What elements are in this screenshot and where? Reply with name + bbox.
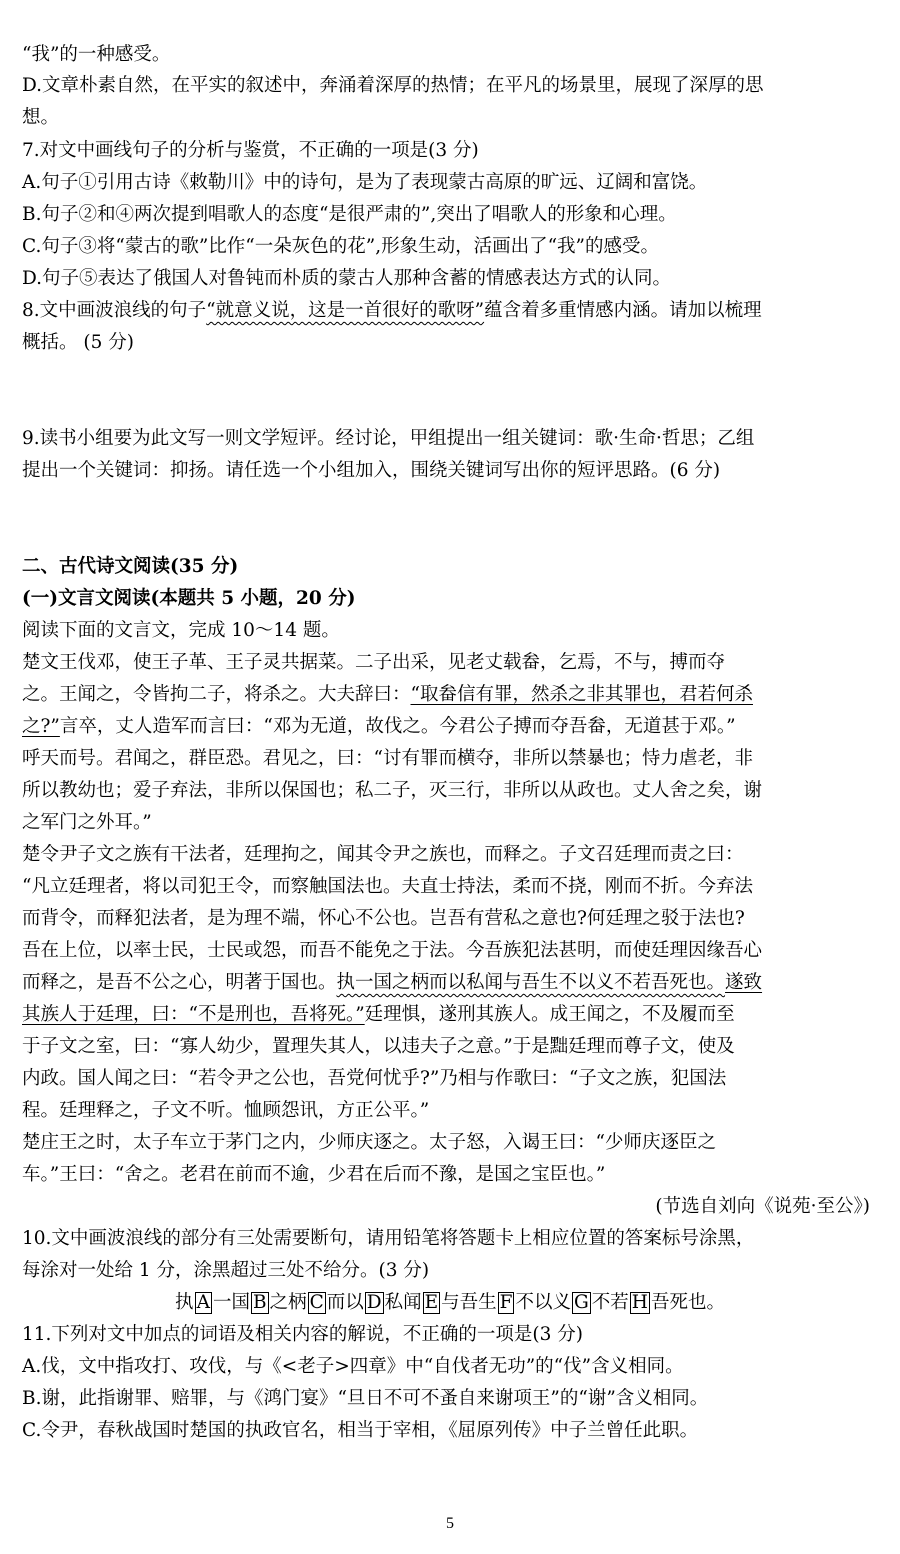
break-mark-e[interactable]: E	[424, 1292, 439, 1313]
q7-option-b: B.句子②和④两次提到唱歌人的态度“是很严肃的”,突出了唱歌人的形象和心理。	[22, 204, 677, 225]
break-mark-b[interactable]: B	[252, 1292, 267, 1313]
break-mark-h[interactable]: H	[631, 1292, 648, 1313]
passage-line: 车。”王曰：“舍之。老君在前而不逾，少君在后而不豫，是国之宝臣也。”	[22, 1164, 606, 1185]
q10-stem-cont: 每涂对一处给 1 分，涂黑超过三处不给分。(3 分)	[22, 1260, 430, 1281]
q8-stem: 8.文中画波浪线的句子“就意义说，这是一首很好的歌呀”蕴含着多重情感内涵。请加以梳理	[22, 300, 762, 321]
break-mark-d[interactable]: D	[366, 1292, 382, 1313]
break-mark-g[interactable]: G	[574, 1292, 589, 1313]
q11-option-c: C.令尹，春秋战国时楚国的执政官名，相当于宰相，《屈原列传》中子兰曾任此职。	[22, 1420, 699, 1441]
passage-line: 呼天而号。君闻之，群臣恐。君见之，曰：“讨有罪而横夺，非所以禁暴也；恃力虐老，非	[22, 748, 753, 769]
page-number: 5	[446, 1515, 454, 1532]
passage-line: 于子文之室，曰：“寡人幼少，置理失其人，以违夫子之意。”于是黜廷理而尊子文，使及	[22, 1036, 735, 1057]
q8-stem-cont: 概括。 (5 分)	[22, 332, 134, 353]
q11-option-a: A.伐，文中指攻打、攻伐，与《<老子>四章》中“自伐者无功”的“伐”含义相同。	[22, 1356, 684, 1377]
q7-option-d: D.句子⑤表达了俄国人对鲁钝而朴质的蒙古人那种含蓄的情感表达方式的认同。	[22, 268, 672, 289]
q7-stem: 7.对文中画线句子的分析与鉴赏，不正确的一项是(3 分)	[22, 140, 479, 161]
section-title: 二、古代诗文阅读(35 分)	[22, 556, 239, 577]
q7-option-a: A.句子①引用古诗《敕勒川》中的诗句，是为了表现蒙古高原的旷远、辽阔和富饶。	[22, 172, 708, 193]
passage-line: 之?”言卒，丈人造军而言曰：“邓为无道，故伐之。今君公子搏而夺吾畚，无道甚于邓。”	[22, 716, 736, 737]
passage-line: 所以教幼也；爱子弃法，非所以保国也；私二子，灭三行，非所以从政也。丈人舍之矣，谢	[22, 780, 763, 801]
passage-line: 其族人于廷理，曰：“不是刑也，吾将死。”廷理惧，遂刑其族人。成王闻之，不及履而至	[22, 1004, 735, 1025]
q11-stem: 11.下列对文中加点的词语及相关内容的解说，不正确的一项是(3 分)	[22, 1324, 584, 1345]
passage-source: (节选自刘向《说苑·至公》)	[655, 1196, 870, 1217]
passage-line: 吾在上位，以率士民，士民或怨，而吾不能免之于法。今吾族犯法甚明，而使廷理因缘吾心	[22, 940, 763, 961]
subsection-title: (一)文言文阅读(本题共 5 小题，20 分)	[22, 588, 356, 609]
passage-line: 楚庄王之时，太子车立于茅门之内，少师庆逐之。太子怒，入谒王曰：“少师庆逐臣之	[22, 1132, 716, 1153]
passage-line: 之。王闻之，令皆拘二子，将杀之。大夫辞曰：“取畚信有罪，然杀之非其罪也，君若何杀	[22, 684, 753, 705]
q10-stem: 10.文中画波浪线的部分有三处需要断句，请用铅笔将答题卡上相应位置的答案标号涂黑，	[22, 1228, 755, 1249]
q6-option-d-cont: 想。	[22, 107, 60, 128]
break-mark-c[interactable]: C	[309, 1292, 324, 1313]
q10-break-options: 执 A 一国 B 之柄 C 而以 D 私闻 E 与吾生 F 不以义 G 不若 H 吾死也。	[175, 1292, 725, 1313]
break-mark-a[interactable]: A	[196, 1292, 210, 1313]
instructions: 阅读下面的文言文，完成 10～14 题。	[22, 620, 340, 641]
q11-option-b: B.谢，此指谢罪、赔罪，与《鸿门宴》“旦日不可不蚤自来谢项王”的“谢”含义相同。	[22, 1388, 709, 1409]
q9-stem-cont: 提出一个关键词：抑扬。请任选一个小组加入，围绕关键词写出你的短评思路。(6 分)	[22, 460, 721, 481]
passage-line: “凡立廷理者，将以司犯王令，而察触国法也。夫直士持法，柔而不挠，刚而不折。今弃法	[22, 876, 753, 897]
q7-option-c: C.句子③将“蒙古的歌”比作“一朵灰色的花”,形象生动，活画出了“我”的感受。	[22, 236, 660, 257]
wavy-sentence: 执一国之柄而以私闻与吾生不以义不若吾死也。	[336, 972, 726, 993]
passage-line: 楚令尹子文之族有干法者，廷理拘之，闻其令尹之族也，而释之。子文召廷理而责之曰：	[22, 844, 744, 865]
passage-line: 之军门之外耳。”	[22, 812, 152, 833]
q6-option-c-tail: “我”的一种感受。	[22, 44, 171, 65]
passage-line: 而释之，是吾不公之心，明著于国也。执一国之柄而以私闻与吾生不以义不若吾死也。遂致	[22, 972, 763, 993]
q6-option-d: D.文章朴素自然，在平实的叙述中，奔涌着深厚的热情；在平凡的场景里，展现了深厚的思	[22, 75, 764, 96]
break-mark-f[interactable]: F	[499, 1292, 513, 1313]
passage-line: 而背令，而释犯法者，是为理不端，怀心不公也。岂吾有营私之意也?何廷理之驳于法也?	[22, 908, 745, 929]
passage-line: 楚文王伐邓，使王子革、王子灵共据菜。二子出采，见老丈载畚，乞焉，不与，搏而夺	[22, 652, 726, 673]
passage-line: 程。廷理释之，子文不听。恤顾怨讯，方正公平。”	[22, 1100, 430, 1121]
q9-stem: 9.读书小组要为此文写一则文学短评。经讨论，甲组提出一组关键词：歌·生命·哲思；乙组	[22, 428, 755, 449]
passage-line: 内政。国人闻之曰：“若令尹之公也，吾党何忧乎?”乃相与作歌曰：“子文之族，犯国法	[22, 1068, 727, 1089]
